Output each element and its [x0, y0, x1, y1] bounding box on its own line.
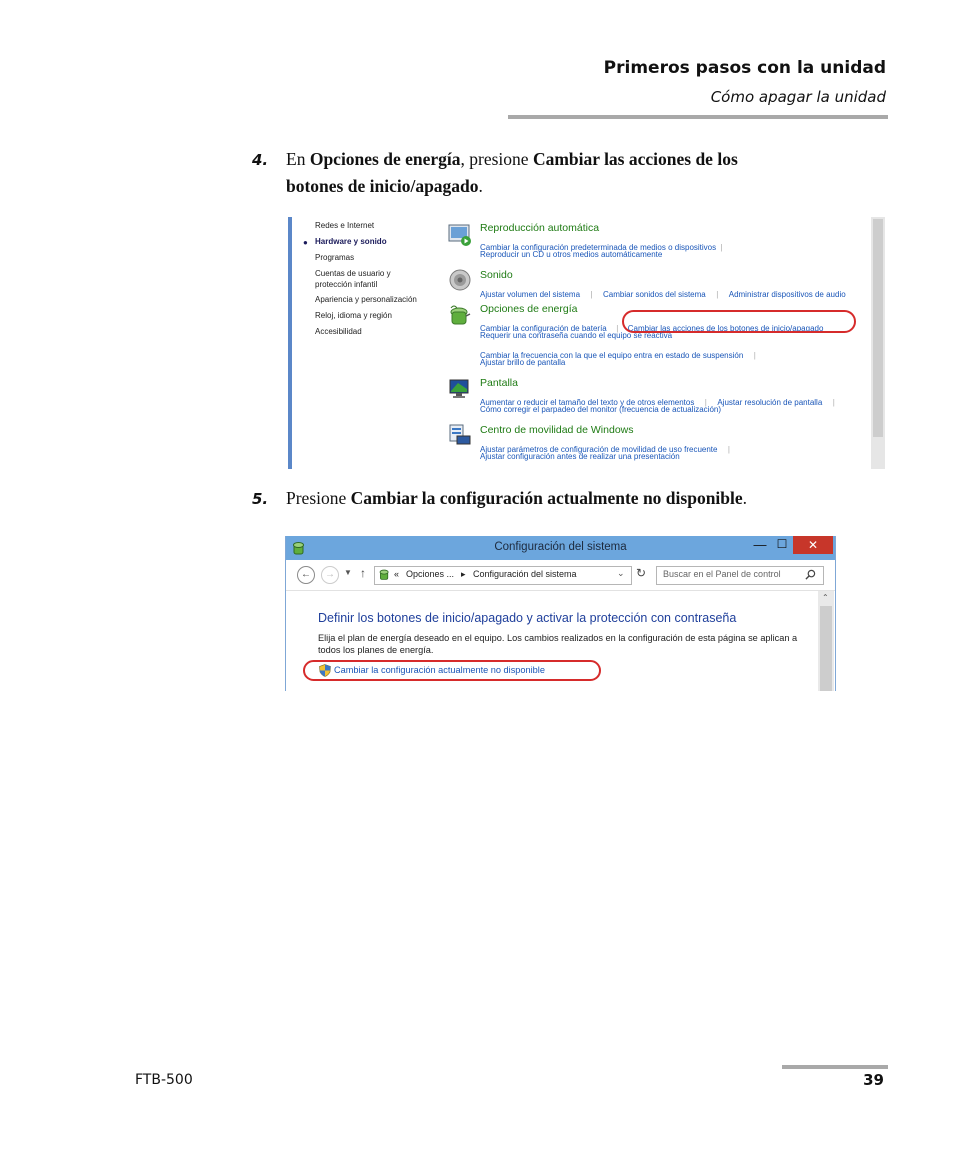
screen-resolution-link[interactable]: Ajustar resolución de pantalla	[717, 398, 823, 407]
step-text: , presione	[460, 149, 533, 169]
nav-item-network[interactable]: Redes e Internet	[315, 221, 375, 230]
step-number: 5.	[252, 490, 269, 508]
header-rule	[508, 115, 888, 119]
category-power-title[interactable]: Opciones de energía	[480, 303, 578, 315]
recent-pages-chevron-icon[interactable]: ▼	[344, 568, 352, 577]
change-unavailable-settings-link[interactable]: Cambiar la configuración actualmente no disponible	[334, 665, 545, 675]
search-icon[interactable]	[805, 569, 816, 580]
power-buttons-link[interactable]: Cambiar las acciones de los botones de inicio/apagado	[627, 324, 824, 333]
step-text: .	[742, 488, 748, 508]
step-bold-term: botones de inicio/apagado	[286, 176, 479, 196]
maximize-button[interactable]: ☐	[776, 537, 788, 551]
back-arrow-icon[interactable]: ←	[297, 566, 315, 584]
footer-rule	[782, 1065, 888, 1069]
link-separator: |	[616, 324, 619, 333]
step-5-text	[286, 485, 886, 512]
autoplay-cd-link[interactable]: Reproducir un CD u otros medios automáticamente	[480, 250, 663, 259]
step-5-number	[252, 485, 268, 513]
step-bold-term: Cambiar las acciones de los	[532, 149, 738, 169]
breadcrumb-overflow[interactable]: «	[394, 569, 400, 579]
nav-item-appearance[interactable]: Apariencia y personalización	[315, 295, 417, 304]
running-header-title: Primeros pasos con la unidad	[603, 58, 886, 78]
link-separator: |	[720, 243, 723, 252]
sleep-frequency-link[interactable]: Cambiar la frecuencia con la que el equipo entra en estado de suspensión	[480, 351, 744, 360]
step-text: .	[478, 176, 483, 196]
breadcrumb-power-options[interactable]: Opciones ...	[406, 569, 455, 579]
refresh-icon[interactable]: ↻	[636, 566, 647, 580]
running-header-subtitle: Cómo apagar la unidad	[710, 88, 886, 106]
category-display-title[interactable]: Pantalla	[480, 377, 518, 389]
system-settings-screenshot	[285, 536, 836, 691]
link-separator: |	[716, 290, 719, 299]
up-arrow-icon[interactable]: ↑	[360, 566, 366, 580]
step-bold-term: Opciones de energía	[309, 149, 461, 169]
step-bold-term: Cambiar la configuración actualmente no disponible	[350, 488, 743, 508]
control-panel-screenshot	[288, 217, 885, 469]
scrollbar-thumb[interactable]	[873, 219, 883, 437]
sound-links-row	[480, 284, 846, 302]
page-number: 39	[863, 1071, 884, 1089]
screen-brightness-link[interactable]: Ajustar brillo de pantalla	[480, 358, 566, 367]
highlight-oval	[303, 660, 601, 681]
step-4-number	[252, 146, 268, 174]
category-mobility-title[interactable]: Centro de movilidad de Windows	[480, 424, 634, 436]
mobility-settings-link[interactable]: Ajustar parámetros de configuración de movilidad de uso frecuente	[480, 445, 718, 454]
autoplay-default-settings-link[interactable]: Cambiar la configuración predeterminada de medios o dispositivos	[480, 243, 717, 252]
scrollbar-thumb[interactable]	[820, 606, 832, 691]
breadcrumb-separator-icon[interactable]: ▸	[461, 569, 466, 579]
mobility-center-icon	[448, 423, 472, 447]
power-options-icon	[378, 568, 391, 581]
page-description: Elija el plan de energía deseado en el equipo. Los cambios realizados en la configuración de esta página se aplican a todos los planes de energía.	[318, 633, 798, 655]
window-title: Configuración del sistema	[494, 541, 627, 553]
link-separator: |	[753, 351, 756, 360]
nav-item-programs[interactable]: Programas	[315, 253, 355, 262]
step-text: Presione	[286, 488, 351, 508]
search-placeholder: Buscar en el Panel de control	[663, 569, 781, 579]
speaker-icon	[448, 268, 472, 292]
power-options-icon	[448, 304, 472, 328]
close-button[interactable]: ✕	[793, 536, 833, 554]
category-sound-title[interactable]: Sonido	[480, 269, 513, 281]
require-password-link[interactable]: Requerir una contraseña cuando el equipo se reactiva	[480, 331, 673, 340]
step-4-text	[286, 146, 876, 200]
battery-settings-link[interactable]: Cambiar la configuración de batería	[480, 324, 607, 333]
link-separator: |	[704, 398, 707, 407]
page-heading: Definir los botones de inicio/apagado y activar la protección con contraseña	[318, 611, 737, 625]
breadcrumb-system-settings[interactable]: Configuración del sistema	[473, 569, 577, 579]
selected-bullet-icon: ●	[303, 238, 308, 247]
manage-audio-devices-link[interactable]: Administrar dispositivos de audio	[728, 290, 846, 299]
address-dropdown-chevron-icon[interactable]: ⌄	[617, 568, 625, 578]
scroll-up-chevron-icon[interactable]: ⌃	[822, 593, 829, 602]
presentation-settings-link[interactable]: Ajustar configuración antes de realizar una presentación	[480, 452, 680, 461]
display-icon	[448, 377, 472, 401]
nav-item-clock-region[interactable]: Reloj, idioma y región	[315, 311, 392, 320]
minimize-button[interactable]: —	[753, 537, 767, 552]
monitor-flicker-link[interactable]: Cómo corregir el parpadeo del monitor (frecuencia de actualización)	[480, 405, 722, 414]
change-system-sounds-link[interactable]: Cambiar sonidos del sistema	[603, 290, 706, 299]
nav-item-user-accounts[interactable]: Cuentas de usuario y	[315, 269, 391, 278]
nav-item-hardware-sound[interactable]: Hardware y sonido	[315, 237, 387, 246]
link-separator: |	[832, 398, 835, 407]
autoplay-icon	[448, 223, 472, 247]
category-autoplay-title[interactable]: Reproducción automática	[480, 222, 600, 234]
nav-item-accessibility[interactable]: Accesibilidad	[315, 327, 362, 336]
link-separator: |	[727, 445, 730, 454]
forward-arrow-icon[interactable]: →	[321, 566, 339, 584]
step-text: En	[286, 149, 310, 169]
text-size-link[interactable]: Aumentar o reducir el tamaño del texto y de otros elementos	[480, 398, 695, 407]
adjust-volume-link[interactable]: Ajustar volumen del sistema	[480, 290, 581, 299]
link-separator: |	[590, 290, 593, 299]
nav-item-user-accounts-line2[interactable]: protección infantil	[315, 280, 378, 289]
highlight-oval	[622, 310, 856, 333]
footer-product-name: FTB-500	[135, 1072, 193, 1088]
window-border	[288, 217, 292, 469]
step-number: 4.	[252, 151, 269, 169]
